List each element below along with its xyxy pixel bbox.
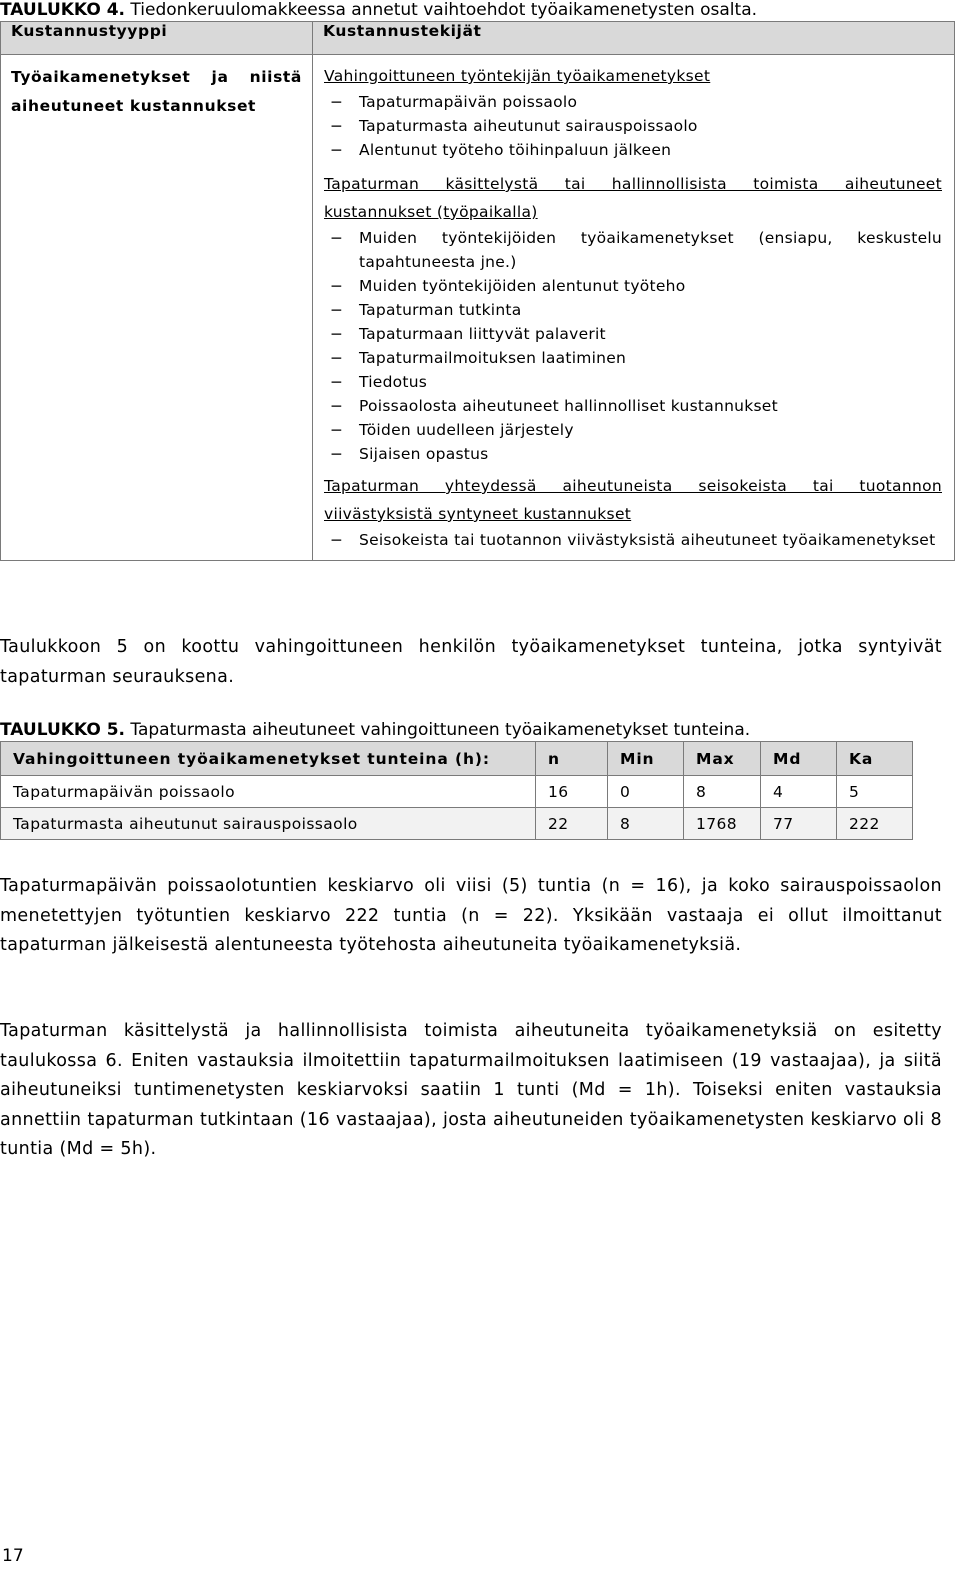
list-item: − Tiedotus [330, 373, 428, 391]
table-cell: 1768 [684, 808, 761, 840]
table5-caption [0, 720, 750, 740]
table4-header-cost-type: Kustannustyyppi [1, 22, 313, 55]
cost-factors-table [0, 21, 955, 561]
list-item: − Muiden työntekijöiden työaikamenetykset (ensiapu, keskustelu tapahtuneesta jne.) [330, 229, 942, 271]
table5-header-cell: Max [684, 742, 761, 776]
table5-header-cell: Ka [837, 742, 913, 776]
table-cell: 77 [761, 808, 837, 840]
table-cell: 16 [536, 776, 608, 808]
table-row [1, 808, 913, 840]
work-time-losses-table [0, 741, 913, 840]
intro-paragraph: Taulukkoon 5 on koottu vahingoittuneen henkilön työaikamenetykset tunteina, jotka syntyivät tapaturman seurauksena. [0, 637, 942, 687]
body-paragraph: Tapaturmapäivän poissaolotuntien keskiarvo oli viisi (5) tuntia (n = 16), ja koko sairauspoissaolon menetettyjen työtuntien keskiarvo 222 tuntia (n = 22). Yksikään vastaaja ei ollut ilmoittanut tapaturman jälkeisestä alentuneesta työtehosta aiheutuneita työaikamenetyksiä. [0, 876, 942, 955]
table4-caption-text: Tiedonkeruulomakkeessa annetut vaihtoehdot työaikamenetysten osalta. [130, 0, 758, 20]
table5-header-cell: Md [761, 742, 837, 776]
list-item: − Poissaolosta aiheutuneet hallinnolliset kustannukset [330, 397, 778, 415]
table5-caption-label: TAULUKKO 5. [0, 720, 125, 740]
list-item: − Alentunut työteho töihinpaluun jälkeen [330, 141, 672, 159]
cost-factors-cell [313, 55, 955, 561]
table-cell: 222 [837, 808, 913, 840]
list-item: − Tapaturmapäivän poissaolo [330, 93, 578, 111]
body-paragraph: Tapaturman käsittelystä ja hallinnollisista toimista aiheutuneita työaikamenetyksiä on esitetty taulukossa 6. Eniten vastauksia ilmoitettiin tapaturmailmoituksen laatimiseen (19 vastaajaa), ja siitä aiheutuneiksi tuntimenetysten keskiarvoksi saatiin 1 tunti (Md = 1h). Toiseksi eniten vastauksia annettiin tapaturman tutkintaan (16 vastaajaa), josta aiheutuneiden työaikamenetysten keskiarvo oli 8 tuntia (Md = 5h). [0, 1021, 942, 1159]
table5-header-cell: n [536, 742, 608, 776]
list-item: − Sijaisen opastus [330, 445, 489, 463]
table5-header-row [1, 742, 913, 776]
table4-caption [0, 0, 757, 20]
group-heading: Vahingoittuneen työntekijän työaikamenetykset [324, 67, 711, 85]
table-row [1, 776, 913, 808]
list-item: − Tapaturmailmoituksen laatiminen [330, 349, 627, 367]
table-cell: 5 [837, 776, 913, 808]
table-cell: 4 [761, 776, 837, 808]
table5-header-cell: Min [608, 742, 684, 776]
list-item: − Tapaturman tutkinta [330, 301, 522, 319]
group-list [324, 528, 942, 552]
table4-caption-label: TAULUKKO 4. [0, 0, 125, 20]
table-cell: 8 [684, 776, 761, 808]
cost-type-cell: Työaikamenetykset ja niistä aiheutuneet kustannukset [1, 55, 313, 561]
table-cell: Tapaturmapäivän poissaolo [1, 776, 536, 808]
table-cell: 22 [536, 808, 608, 840]
group-heading: Tapaturman käsittelystä tai hallinnollisista toimista aiheutuneet kustannukset (työpaikalla) [324, 175, 942, 221]
list-item: − Tapaturmaan liittyvät palaverit [330, 325, 606, 343]
group-list [324, 226, 942, 466]
table-cell: 0 [608, 776, 684, 808]
table4-body-row [1, 55, 955, 561]
group-list [324, 90, 942, 162]
table-cell: Tapaturmasta aiheutunut sairauspoissaolo [1, 808, 536, 840]
list-item: − Muiden työntekijöiden alentunut työteho [330, 277, 686, 295]
page-number: 17 [2, 1546, 24, 1566]
table-cell: 8 [608, 808, 684, 840]
table5-header-cell: Vahingoittuneen työaikamenetykset tunteina (h): [1, 742, 536, 776]
list-item: − Tapaturmasta aiheutunut sairauspoissaolo [330, 117, 698, 135]
list-item: − Seisokeista tai tuotannon viivästyksistä aiheutuneet työaikamenetykset [330, 531, 936, 549]
group-heading: Tapaturman yhteydessä aiheutuneista seisokeista tai tuotannon viivästyksistä syntyneet kustannukset [324, 477, 942, 523]
table4-header-row [1, 22, 955, 55]
table5-caption-text: Tapaturmasta aiheutuneet vahingoittuneen työaikamenetykset tunteina. [130, 720, 751, 740]
table4-header-cost-factors: Kustannustekijät [313, 22, 955, 55]
list-item: − Töiden uudelleen järjestely [330, 421, 574, 439]
